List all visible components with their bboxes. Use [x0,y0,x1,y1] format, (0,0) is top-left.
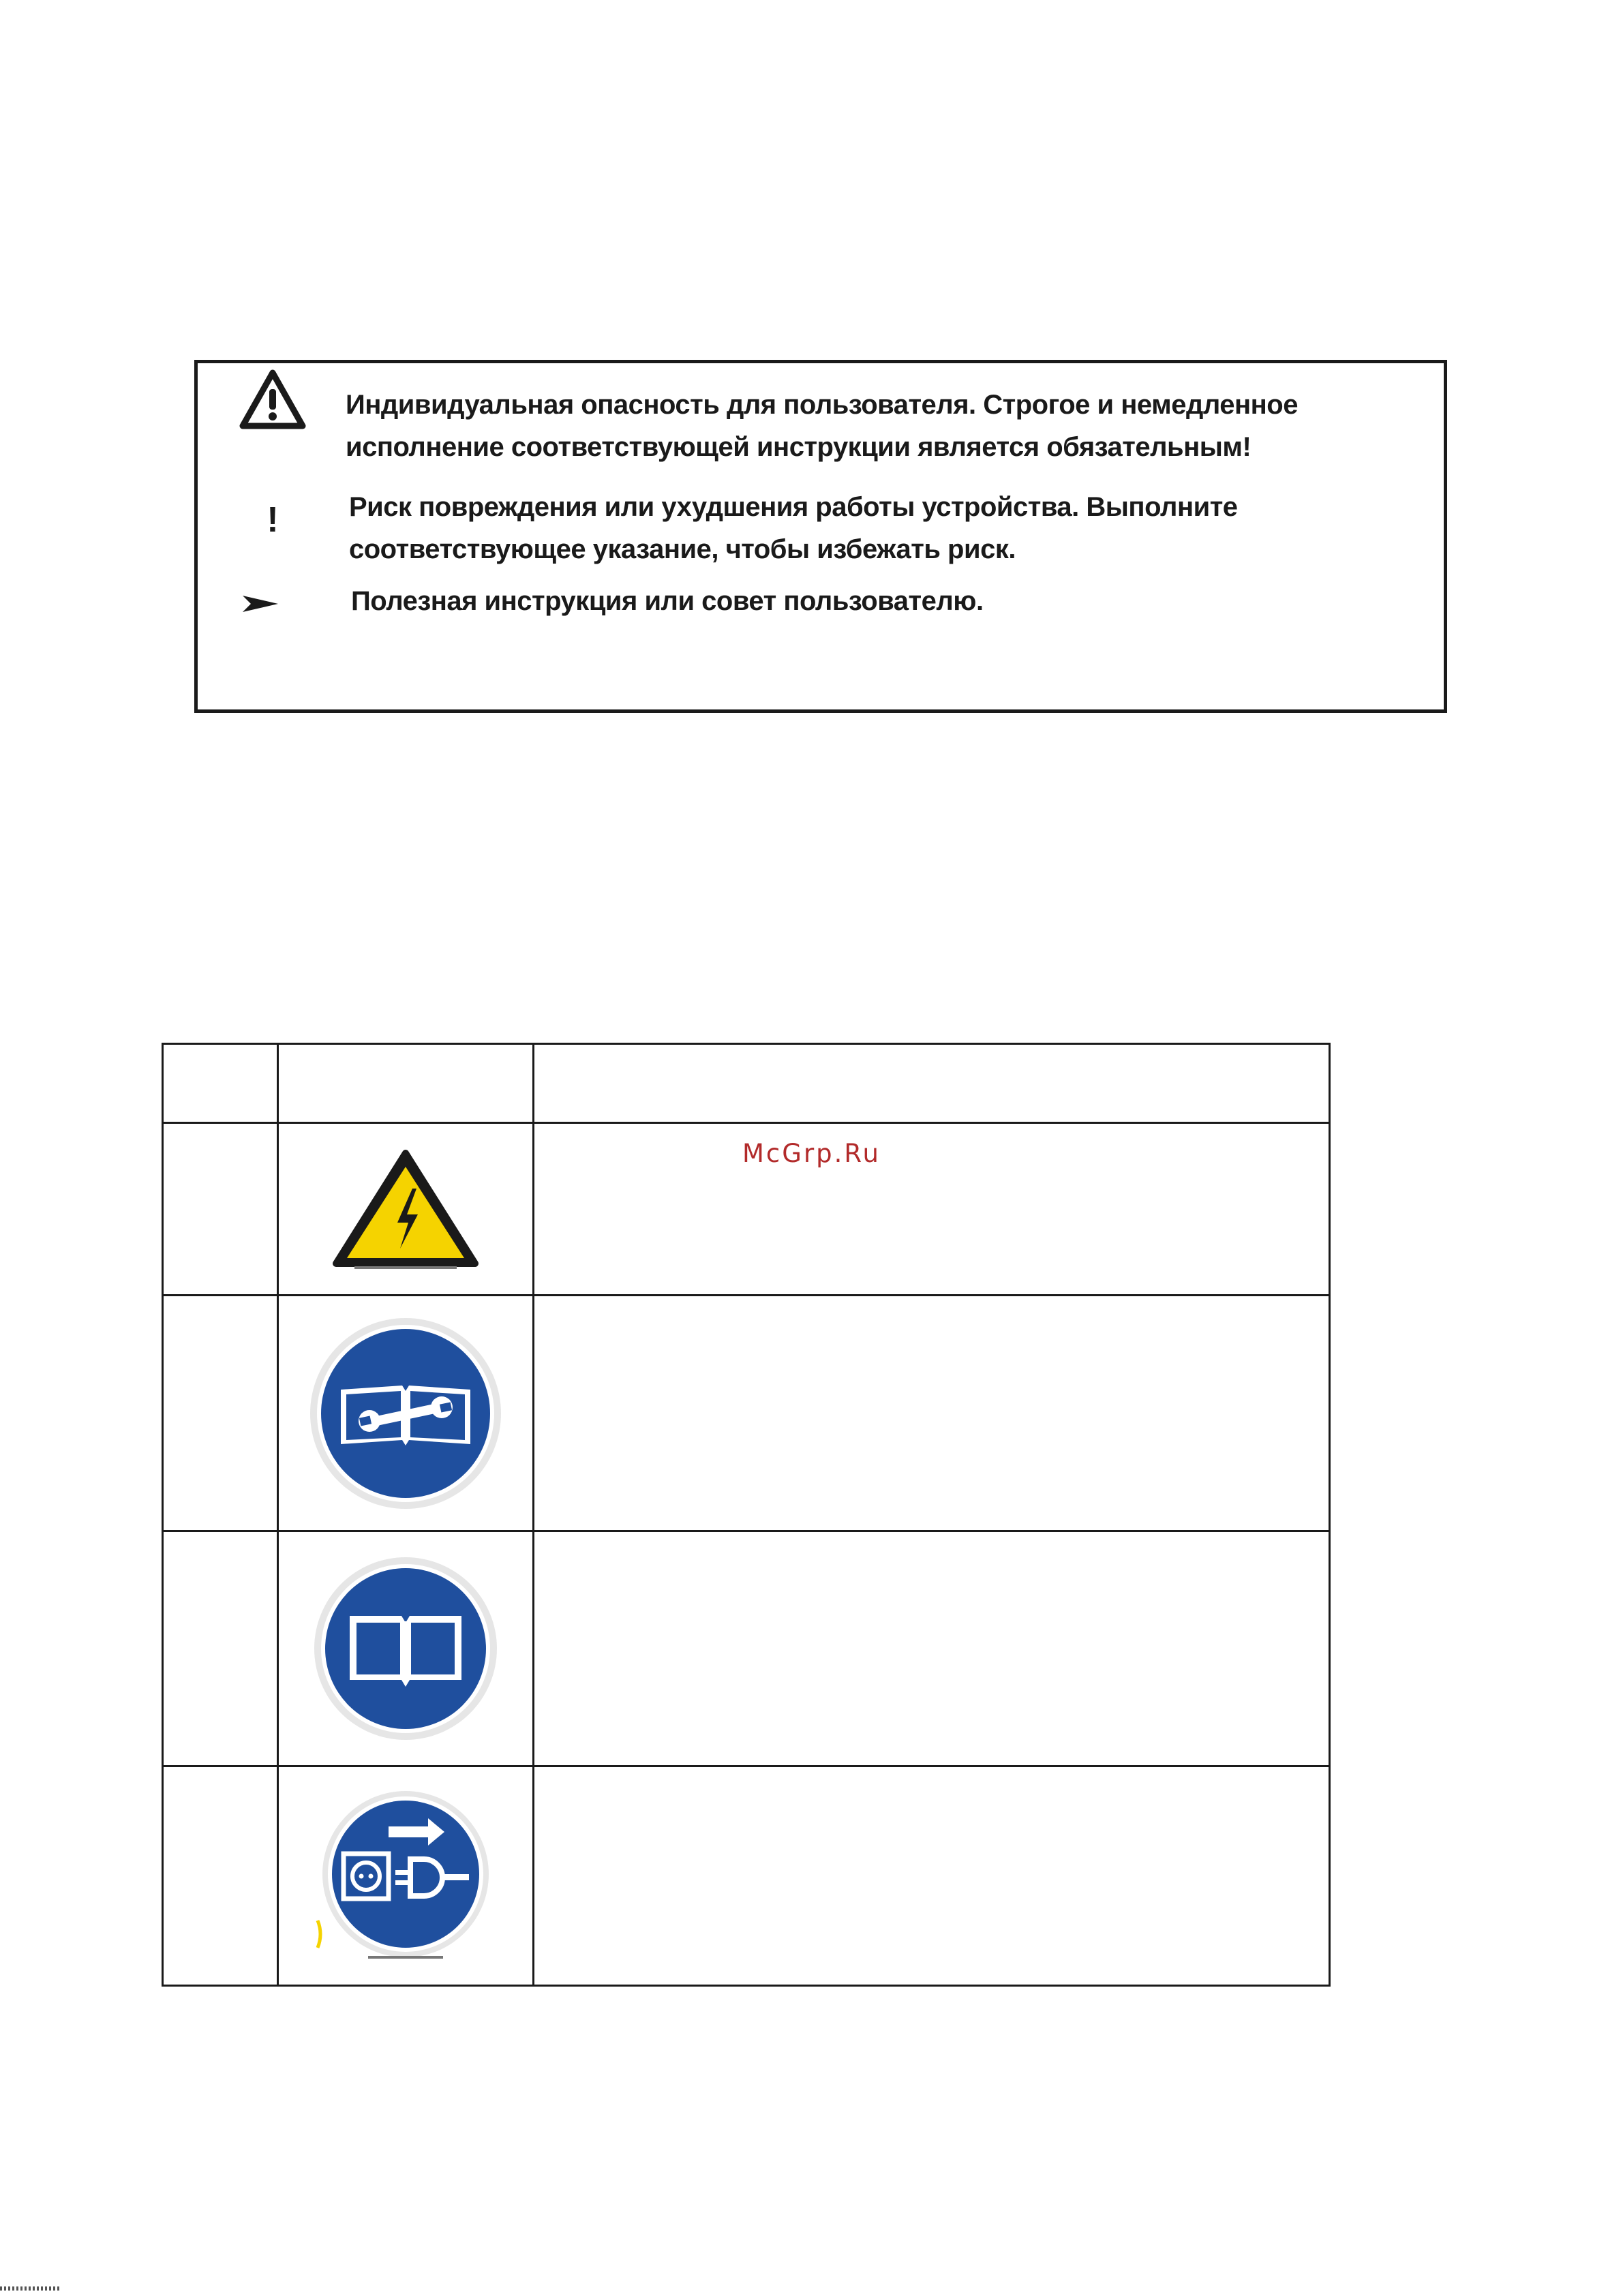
row-number-cell [163,1531,278,1766]
read-manual-icon [310,1553,501,1744]
row-number-cell [163,1296,278,1531]
electrical-hazard-icon [331,1146,481,1272]
row-description-cell [534,1296,1330,1531]
row-symbol-cell [278,1296,534,1531]
row-symbol-cell [278,1531,534,1766]
table-header-row [163,1044,1330,1123]
table-row [163,1531,1330,1766]
header-number-cell [163,1044,278,1123]
warning-triangle-icon [239,369,307,430]
arrow-tip-icon [240,588,281,619]
disconnect-plug-icon [314,1784,498,1968]
row-description-cell [534,1766,1330,1986]
page-edge-mark [0,2286,61,2291]
row-number-cell [163,1766,278,1986]
table-row [163,1296,1330,1531]
notice-legend-box [194,360,1447,713]
exclamation-icon [252,496,293,544]
notice-tip-text: Полезная инструкция или совет пользователю. [351,586,984,616]
symbols-table [162,1043,1331,1987]
table-row [163,1766,1330,1986]
notice-risk-text: Риск повреждения или ухудшения работы устройства. Выполните соответствующее указание, чтобы избежать риск. [349,492,1238,564]
header-description-cell [534,1044,1330,1123]
row-number-cell [163,1123,278,1296]
row-description-cell [534,1123,1330,1296]
row-description-cell [534,1531,1330,1766]
row-symbol-cell [278,1766,534,1986]
watermark: McGrp.Ru [742,1139,881,1168]
notice-danger-text: Индивидуальная опасность для пользователя. Строгое и немедленное исполнение соответствующей инструкции является обязательным! [346,390,1298,462]
maintenance-manual-icon [307,1315,504,1512]
exclamation-symbol: ! [267,500,279,540]
table-row [163,1123,1330,1296]
header-symbol-cell [278,1044,534,1123]
row-symbol-cell [278,1123,534,1296]
